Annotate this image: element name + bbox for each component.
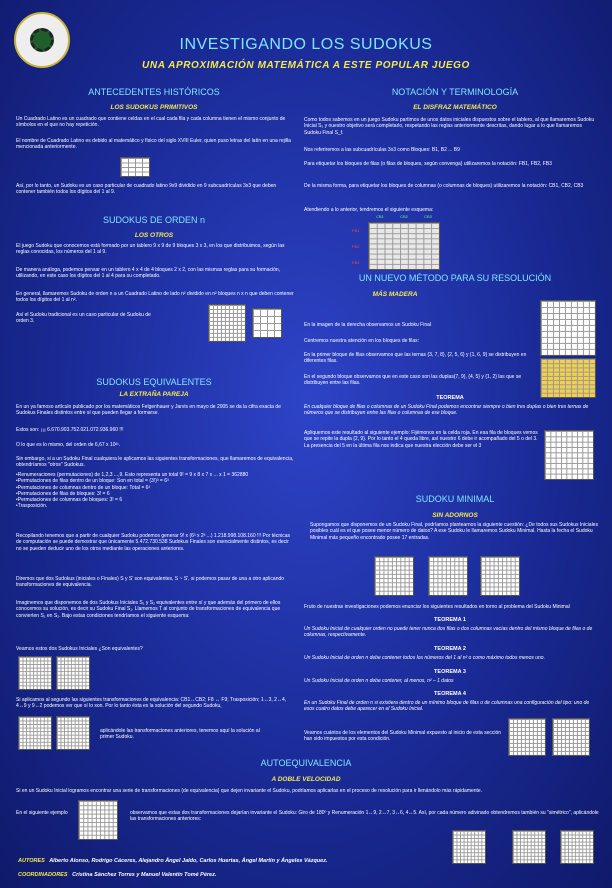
text-antecedentes-1: Un Cuadrado Latino es un cuadrado que contiene celdas en el cual cada fila y cada columna tienen el mismo conjunto de símbolos en el que no hay repetición. bbox=[16, 116, 286, 129]
text-equiv-10: aplicándole las transformaciones anteriores, tenemos aquí la solución al primer Sudoku. bbox=[100, 728, 260, 741]
sub-auto: A DOBLE VELOCIDAD bbox=[271, 776, 341, 783]
sudoku-auto-example bbox=[78, 800, 118, 840]
cb-label: CB3 bbox=[424, 214, 432, 219]
sub-equivalentes: LA EXTRAÑA PAREJA bbox=[119, 391, 189, 398]
authors-label: AUTORES bbox=[18, 858, 45, 864]
cb-label: CB1 bbox=[376, 214, 384, 219]
text-equiv-9: Si aplicamos al segundo las siguientes transformaciones de equivalencia: CB1↔CB2; F8 ↔ F9; Trasposición; 1↔3, 2↔4, 4↔9 y 9↔2 podemos ver que sí lo son. Por lo tanto ésta es la solución del segundo Sudoku, bbox=[16, 697, 287, 710]
coordinators-names: Cristina Sánchez Torres y Manuel Valentín Tomé Pérez. bbox=[72, 872, 217, 878]
text-notacion-4: De la misma forma, para etiquetar los bloques de columnas (o columnas de bloques) utilizaremos la notación: CB1, CB2, CB3 bbox=[304, 183, 584, 189]
text-notacion-2: Nos referiremos a las subcuadrículas 3x3 como Bloques: B1, B2 ... B9 bbox=[304, 147, 460, 153]
fb-label: FB1 bbox=[352, 227, 360, 233]
text-equiv-7: Imaginemos que disponemos de dos Sudokus Iniciales S₁ y S₂ equivalentes entre sí y que además del primero de ellos conocemos su solución, es decir su Sudoku Final S₁. Llamemos T al conjunto de transformaciones de equivalencia que convierten S₁ en S₂. Bajo estas condiciones tendríamos el siguiente esquema: bbox=[16, 600, 281, 619]
coordinators-label: COORDINADORES bbox=[18, 872, 68, 878]
coordinators-line bbox=[18, 872, 438, 878]
text-metodo-2: Centremos nuestra atención en los bloques de filas: bbox=[304, 338, 420, 344]
sub-notacion: EL DISFRAZ MATEMÁTICO bbox=[413, 104, 497, 111]
text-metodo-teorema: En cualquier bloque de filas o columnas de un Sudoku Final podemos encontrar siempre o bien tres duplas o bien tres ternas de números que se distribuyen entre las filas o columnas de ese bloque. bbox=[304, 404, 589, 417]
text-notacion-5: Atendiendo a lo anterior, tendremos el siguiente esquema: bbox=[304, 207, 434, 213]
sudoku-minimal-e bbox=[552, 718, 590, 756]
text-orden-4: Así el Sudoku tradicional es un caso particular de Sudoku de orden 3. bbox=[16, 312, 151, 325]
text-notacion-1: Como todos sabemos en un juego Sudoku partimos de unos datos iniciales dispuestos sobre el tablero, al que llamaremos Sudoku Inicial S₁ y nuestro objetivo será completarlo, respetando las reglas anteriormente descritas, dando lugar a lo que llamaremos Sudoku Final S_f. bbox=[304, 117, 595, 136]
sudoku-auto-b bbox=[512, 830, 546, 864]
text-orden-3: En general, llamaremos Sudoku de orden n a un Cuadrado Latino de lado n² dividido en n² bloques n x n que deben contener todos los dígitos del 1 al n². bbox=[16, 291, 294, 304]
text-auto-2: En el siguiente ejemplo bbox=[16, 810, 68, 816]
teorema-1-title: TEOREMA 1 bbox=[434, 617, 466, 623]
cb-labels bbox=[368, 214, 440, 219]
text-auto-1: Si en un Sudoku Inicial logramos encontrar una serie de transformaciones (de equivalencia) que dejen invariante el Sudoku, podríamos aplicarlas en el proceso de resolución para ir llenándolo más rápidamente. bbox=[16, 788, 483, 794]
list-item: •Permutaciones de filas dentro de un bloque: Son en total = (3!)³ = 6³ bbox=[16, 478, 169, 485]
teorema-2-text: Un Sudoku Inicial de orden n debe contener todos los números del 1 al n² o como máximo todos menos uno. bbox=[304, 655, 545, 661]
sudoku-auto-a bbox=[452, 830, 486, 864]
heading-auto: AUTOEQUIVALENCIA bbox=[260, 758, 352, 768]
sudoku-final-image bbox=[540, 300, 596, 356]
heading-minimal: SUDOKU MINIMAL bbox=[415, 494, 495, 504]
fb-label: FB3 bbox=[352, 259, 360, 265]
text-auto-3: observamos que estas dos transformaciones dejarían invariante el Sudoku: Giro de 180º y Renumeración 1↔9, 2↔7, 3↔6, 4↔5. Así, por cada número adivinado obtendremos también su "simétrico", aplicándole las transformaciones anteriores: bbox=[130, 810, 599, 823]
teorema-3-text: Un Sudoku Inicial de orden n debe contener, al menos, n² – 1 datos bbox=[304, 678, 454, 684]
metodo-teorema-title: TEOREMA bbox=[436, 395, 464, 401]
teorema-3-title: TEOREMA 3 bbox=[434, 669, 466, 675]
list-item: •Permutaciones de columnas dentro de un bloque: Total = 6³ bbox=[16, 484, 151, 491]
cb-label: CB2 bbox=[400, 214, 408, 219]
heading-orden: SUDOKUS DE ORDEN n bbox=[102, 215, 206, 225]
text-orden-1: El juego Sudoku que conocemos está formado por un tablero 9 x 9 de 9 bloques 3 x 3, en los que distribuimos, según las reglas conocidas, los números del 1 al 9. bbox=[16, 243, 285, 256]
text-equiv-1: En un ya famoso artículo publicado por los matemáticos Felgenhauer y Jarvis en mayo de 2005 se da la cifra exacta de Sudokus Finales distintos entre sí que pueden llegar a formarse. bbox=[16, 404, 281, 417]
text-equiv-2: Estos son: ¡¡¡ 6.670.903.752.021.072.936.960 !!! bbox=[16, 427, 124, 433]
heading-antecedentes: ANTECEDENTES HISTÓRICOS bbox=[88, 87, 220, 97]
poster-title: INVESTIGANDO LOS SUDOKUS bbox=[179, 36, 433, 53]
text-equiv-4: Sin embargo, si a un Sudoku Final cualquiera le aplicamos las siguientes transformaciones, que llamaremos de equivalencia, obtendríamos "otros" Sudokus. bbox=[16, 456, 294, 469]
sudoku-solution-a bbox=[56, 716, 90, 750]
authors-line bbox=[18, 858, 438, 864]
sudoku-minimal-b bbox=[428, 556, 468, 596]
sudoku-4x4-image bbox=[252, 308, 282, 338]
text-orden-2: De manera análoga, podemos pensar en un tablero 4 x 4 de 4 bloques 2 x 2, con las mismas reglas para su formación, utilizando, en este caso los dígitos del 1 al 4 para su completado. bbox=[16, 267, 281, 280]
text-metodo-5: Apliquemos este resultado al siguiente ejemplo: Fijémonos en la celda roja. En esa fila de bloques vemos que se repite la dupla {2, 9}. Por lo tanto el 4 queda libre, así nuestro 6 debe ir acompañado del 5 o del 3. La presencia del 5 en la última fila nos indica que nuestra elección debe ser el 3 bbox=[304, 430, 538, 449]
list-item: •Permutaciones de columnas de bloques: 3! = 6 bbox=[16, 497, 123, 504]
heading-equivalentes: SUDOKUS EQUIVALENTES bbox=[96, 377, 212, 387]
authors-names: Alberto Alonso, Rodrigo Cáceres, Alejandro Ángel Jaldo, Carlos Huertas, Ángel Martín y Ángeles Vázquez. bbox=[49, 858, 328, 864]
heading-notacion: NOTACIÓN Y TERMINOLOGÍA bbox=[391, 87, 519, 97]
sudoku-minimal-c bbox=[480, 556, 520, 596]
sudoku-initial-a bbox=[18, 656, 52, 690]
sudoku-auto-c bbox=[560, 830, 594, 864]
teorema-4-title: TEOREMA 4 bbox=[434, 691, 466, 697]
latin-square-image bbox=[120, 157, 150, 177]
sub-minimal: SIN ADORNOS bbox=[432, 512, 478, 519]
sudoku-minimal-a bbox=[374, 556, 414, 596]
sudoku-9x9-image bbox=[208, 304, 246, 342]
fb-labels bbox=[352, 222, 366, 270]
sub-orden: LOS OTROS bbox=[134, 232, 174, 239]
sudoku-minimal-d bbox=[508, 718, 546, 756]
teorema-1-text: Un Sudoku Inicial de cualquier orden no puede tener nunca dos filas o dos columnas vacías dentro del mismo bloque de filas o de columnas, respectivamente. bbox=[304, 626, 593, 639]
teorema-4-text: En un Sudoku Final de orden n si existiera dentro de un mínimo bloque de filas o de columnas una configuración del tipo: uno de esos cuatro datos debe aparecer en el Sudoku Inicial. bbox=[304, 700, 590, 713]
list-item: •Permutaciones de filas de bloques: 3! = 6 bbox=[16, 490, 110, 497]
text-equiv-5: Recopilando tenemos que a partir de cualquier Sudoku podemos generar 9! x (6³ x 2³ ...) 1.218.998.108.160 !!! Por técnicas de computación se puede demostrar que únicamente 5.472.730.538 Sudokus Finales son esencialmente distintos, es decir no se pueden deducir uno de los otros mediante las operaciones anteriores. bbox=[16, 533, 291, 552]
text-metodo-4: En el segundo bloque observamos que en este caso son las duplas{7, 9}, {4, 5} y {1, 2} las que se distribuyen entre las filas. bbox=[304, 374, 522, 387]
heading-metodo: UN NUEVO MÉTODO PARA SU RESOLUCIÓN bbox=[358, 273, 552, 283]
text-minimal-1: Supongamos que disponemos de un Sudoku Final, podríamos plantearnos la siguiente cuestión: ¿De todos sus Sudokus Iniciales posibles cuál es el que posee menor número de datos? A ese Sudoku le llamaremos Sudoku Minimal. Hasta la fecha el Sudoku Minimal más pequeño encontrado posee 17 entradas. bbox=[310, 522, 598, 541]
equiv-transform-list bbox=[16, 472, 294, 510]
text-metodo-1: En la imagen de la derecha observamos un Sudoku Final bbox=[304, 322, 432, 328]
poster-subtitle: UNA APROXIMACIÓN MATEMÁTICA A ESTE POPULAR JUEGO bbox=[142, 60, 470, 71]
sub-antecedentes: LOS SUDOKUS PRIMITIVOS bbox=[110, 104, 198, 111]
text-minimal-2: Fruto de nuestras investigaciones podemos enunciar los siguientes resultados en torno al problema del Sudoku Minimal bbox=[304, 604, 570, 610]
text-equiv-3: O lo que es lo mismo, del orden de 6,67 x 10²¹. bbox=[16, 442, 121, 448]
text-equiv-8: Veamos estos dos Sudokus Iniciales ¿Son equivalentes? bbox=[16, 646, 143, 652]
sudoku-initial-b bbox=[56, 656, 90, 690]
text-minimal-3: Veamos cuántos de los elementos del Sudoku Minimal expuesto al inicio de esta sección han sido impuestos por esta condición. bbox=[304, 730, 502, 743]
text-antecedentes-2: El nombre de Cuadrado Latino es debido al matemático y físico del siglo XVIII Euler, quien puso letras del latín en una rejilla mencionada anteriormente. bbox=[16, 138, 291, 151]
list-item: •Renumeraciones (permutaciones) de 1,2,3 ...,9. Esto representa un total 9! = 9 x 8 x 7 x ... x 1 = 362880 bbox=[16, 472, 249, 478]
fb-label: FB2 bbox=[352, 243, 360, 249]
sudoku-solution-b bbox=[18, 716, 52, 750]
text-antecedentes-3: Así, por lo tanto, un Sudoku es un caso particular de cuadrado latino 9x9 dividido en 9 subcuadrículas 3x3 que deben contener también todos los dígitos del 1 al 9. bbox=[16, 183, 277, 196]
sudoku-highlight-image bbox=[540, 358, 596, 398]
teorema-2-title: TEOREMA 2 bbox=[434, 646, 466, 652]
list-item: •Trasposición. bbox=[16, 503, 48, 510]
sudoku-example-image bbox=[544, 430, 594, 480]
block-notation-diagram bbox=[368, 222, 440, 270]
text-metodo-3: En la primer bloque de filas observamos que las ternas {3, 7, 8}, {2, 5, 6} y {1, 6, 9} se distribuyen en diferentes filas. bbox=[304, 352, 527, 365]
text-equiv-6: Diremos que dos Sudokus (iniciales o Finales) S y S' son equivalentes, S ~ S', si podemos pasar de una a otro aplicando transformaciones de equivalencia. bbox=[16, 576, 285, 589]
text-notacion-3: Para etiquetar los bloques de filas (o filas de bloques, según convenga) utilizaremos la notación: FB1, FB2, FB3 bbox=[304, 161, 552, 167]
sub-metodo: MÁS MADERA bbox=[372, 291, 418, 298]
